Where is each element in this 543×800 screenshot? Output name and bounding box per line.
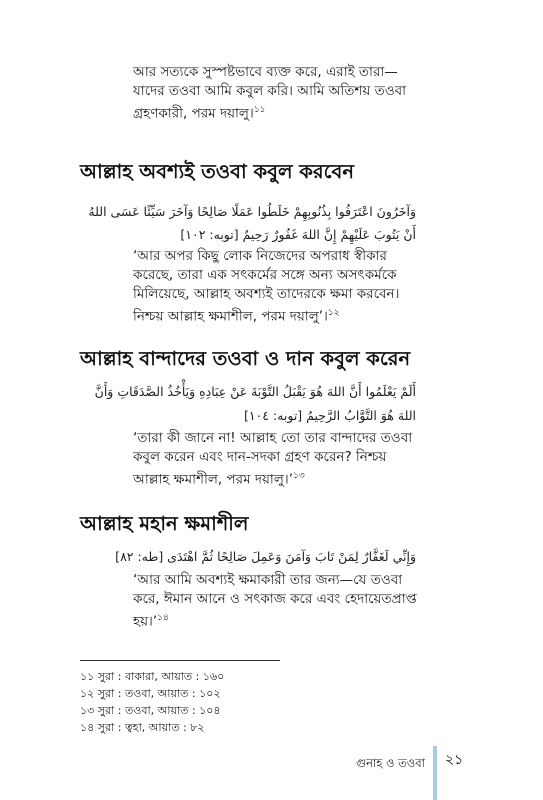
footnote-ref: ১৩	[293, 471, 305, 481]
footnote-item: ১৪ সুরা : ত্বহা, আয়াত : ৮২	[80, 721, 205, 734]
translation-line: ‘আর অপর কিছু লোক নিজেদের অপরাধ স্বীকার	[133, 248, 387, 264]
footnote-divider	[80, 660, 280, 661]
section-heading: আল্লাহ অবশ্যই তওবা কবুল করবেন	[80, 160, 354, 183]
translation-paragraph	[133, 429, 415, 490]
section-heading: আল্লাহ বান্দাদের তওবা ও দান কবুল করেন	[80, 347, 411, 370]
footnotes	[80, 668, 380, 736]
translation-line-last: আল্লাহ ক্ষমাশীল, পরম দয়ালু।’$^{১৩}$	[133, 471, 305, 488]
arabic-verse-line: اللهَ هُوَ التَّوَّابُ الرَّحِيمُ [توبه: ١٠٤]	[243, 408, 416, 423]
arabic-verse-line: وَآخَرُونَ اعْتَرَفُوا بِذُنُوبِهِمْ خَلَطُوا عَمَلًا صَالِحًا وَآخَرَ سَيِّئًا عَسَى اللهُ	[88, 204, 416, 219]
translation-line: ‘আর আমি অবশ্যই ক্ষমাকারী তার জন্য—যে তওবা	[133, 572, 403, 588]
footnote-ref: ১৪	[157, 613, 169, 623]
section-heading: আল্লাহ মহান ক্ষমাশীল	[80, 512, 249, 535]
arabic-verse-line: أَلَمْ يَعْلَمُوا أَنَّ اللهَ هُوَ يَقْبَلُ التَّوْبَةَ عَنْ عِبَادِهِ وَيَأْخُذُ الصَّدَقَاتِ وَأَنَّ	[94, 384, 416, 399]
page-edge-bar	[433, 746, 437, 800]
arabic-verse-line: وَإِنِّي لَغَفَّارٌ لِمَنْ تَابَ وَآمَنَ وَعَمِلَ صَالِحًا ثُمَّ اهْتَدَى [طه: ٨٢]	[115, 549, 416, 564]
page-number: ২১	[445, 752, 464, 768]
intro-paragraph	[133, 63, 415, 124]
footnote-ref: ১১	[253, 105, 266, 115]
intro-line: যাদের তওবা আমি কবুল করি। আমি অতিশয় তওবা	[133, 83, 407, 99]
translation-line: ‘তারা কী জানে না! আল্লাহ তো তার বান্দাদের তওবা	[133, 430, 413, 446]
translation-paragraph	[133, 247, 415, 327]
footnote-item: ১৩ সুরা : তওবা, আয়াত : ১০৪	[80, 704, 221, 717]
running-footer-title: গুনাহ ও তওবা	[355, 756, 425, 770]
footnote-item: ১১ সুরা : বাকারা, আয়াত : ১৬০	[80, 670, 225, 683]
intro-line: আর সত্যকে সুস্পষ্টভাবে ব্যক্ত করে, এরাই তারা—	[133, 64, 398, 80]
translation-line-last: নিশ্চয় আল্লাহ ক্ষমাশীল, পরম দয়ালু’।$^{১২}$	[133, 308, 340, 325]
footnote-item: ১২ সুরা : তওবা, আয়াত : ১০২	[80, 687, 221, 700]
translation-paragraph	[133, 571, 415, 632]
translation-line: কবুল করেন এবং দান-সদকা গ্রহণ করেন? নিশ্চয়	[133, 449, 387, 465]
translation-line: মিলিয়েছে, আল্লাহ অবশ্যই তাদেরকে ক্ষমা করবেন।	[133, 286, 400, 302]
footnote-ref: ১২	[327, 308, 340, 318]
arabic-verse-line: أَنْ يَتُوبَ عَلَيْهِمْ إِنَّ اللهَ غَفُورٌ رَحِيمٌ [توبه: ١٠٢]	[180, 227, 416, 242]
intro-line-last: গ্রহণকারী, পরম দয়ালু।$^{১১}$	[133, 105, 266, 122]
translation-line: করে, ঈমান আনে ও সৎকাজ করে এবং হেদায়েতপ্রাপ্ত	[133, 591, 417, 607]
translation-line: করেছে, তারা এক সৎকর্মের সঙ্গে অন্য অসৎকর্মকে	[133, 267, 397, 283]
translation-line-last: হয়।’$^{১৪}$	[133, 613, 169, 630]
